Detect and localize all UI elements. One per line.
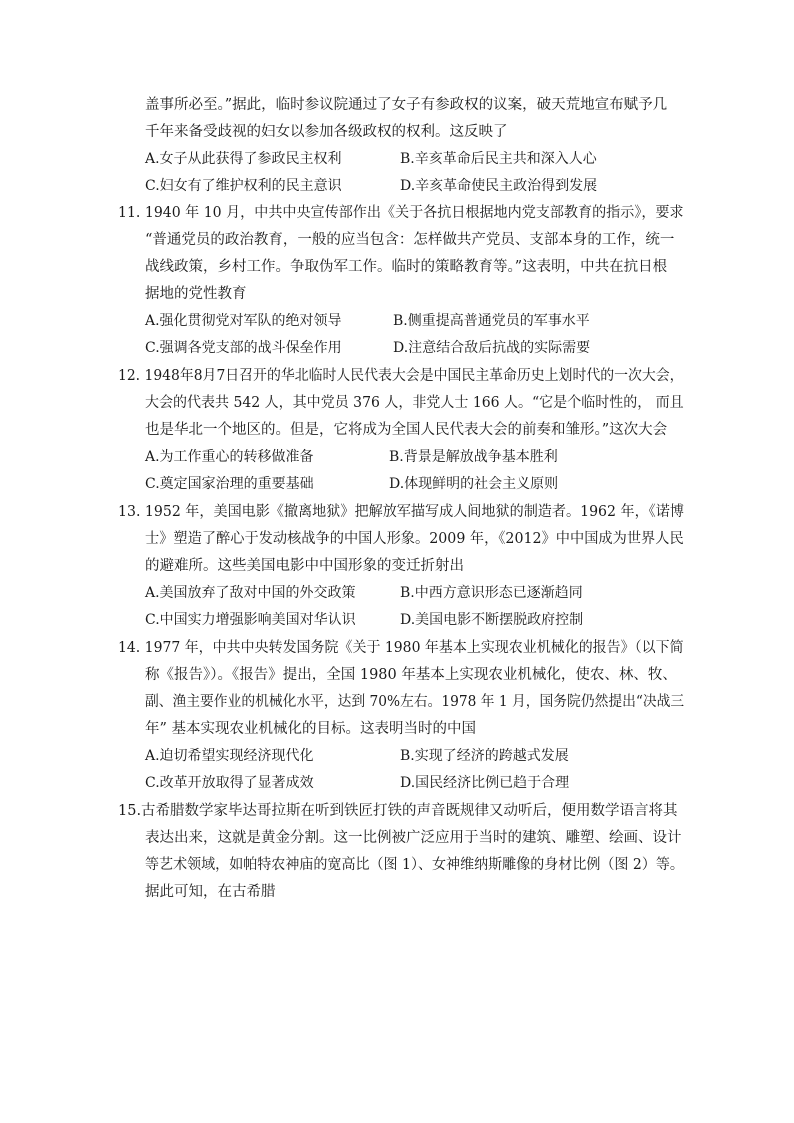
q12-option-b: B.背景是解放战争基本胜利 [389, 449, 558, 465]
q10-stem-line-1: 盖事所必至。”据此，临时参议院通过了女子有参政权的议案，破天荒地宣布赋予几 [145, 97, 668, 113]
q11-stem-line-1: 11. 1940 年 10 月，中共中央宣传部作出《关于各抗日根据地内党支部教育的指示》，要求 [118, 205, 684, 221]
q13-option-d: D.美国电影不断摆脱政府控制 [400, 612, 584, 628]
q11-option-a: A.强化贯彻党对军队的绝对领导 [145, 313, 342, 329]
q12-option-c: C.奠定国家治理的重要基础 [145, 476, 314, 492]
q10-stem-line-2: 千年来备受歧视的妇女以参加各级政权的权利。这反映了 [145, 124, 508, 140]
q11-stem-line-2: “普通党员的政治教育，一般的应当包含：怎样做共产党员、支部本身的工作，统一 [145, 232, 675, 248]
q11-option-c: C.强调各党支部的战斗保垒作用 [145, 340, 342, 356]
q11-option-b: B.侧重提高普通党员的军事水平 [393, 313, 590, 329]
q10-option-a: A.女子从此获得了参政民主权利 [145, 151, 342, 167]
q14-option-c: C.改革开放取得了显著成效 [145, 775, 314, 791]
q15-stem-line-3: 等艺术领域，如帕特农神庙的宽高比（图 1）、女神维纳斯雕像的身材比例（图 2）等。 [145, 857, 684, 873]
q10-option-c: C.妇女有了维护权利的民主意识 [145, 178, 342, 194]
q12-stem-line-1: 12. 1948年8月7日召开的华北临时人民代表大会是中国民主革命历史上划时代的一次大会， [118, 368, 684, 384]
q10-option-d: D.辛亥革命使民主政治得到发展 [400, 178, 598, 194]
q15-stem-line-2: 表达出来，这就是黄金分割。这一比例被广泛应用于当时的建筑、雕塑、绘画、设计 [145, 830, 682, 846]
q12-stem-line-2: 大会的代表共 542 人，其中党员 376 人，非党人士 166 人。“它是个临时性的， 而且 [145, 395, 684, 411]
q11-stem-line-3: 战线政策，乡村工作。争取伪军工作。临时的策略教育等。”这表明，中共在抗日根 [145, 259, 668, 275]
q13-stem-line-2: 士》塑造了醉心于发动核战争的中国人形象。2009 年，《2012》中中国成为世界人民 [145, 531, 684, 547]
q12-stem-line-3: 也是华北一个地区的。但是，它将成为全国人民代表大会的前奏和雏形。”这次大会 [145, 422, 668, 438]
q12-option-d: D.体现鲜明的社会主义原则 [389, 476, 559, 492]
q13-stem-line-1: 13. 1952 年，美国电影《撤离地狱》把解放军描写成人间地狱的制造者。1962 年，《诺博 [118, 504, 684, 520]
q14-option-d: D.国民经济比例已趋于合理 [400, 775, 570, 791]
q13-stem-line-3: 的避难所。这些美国电影中中国形象的变迁折射出 [145, 558, 464, 574]
q14-option-a: A.迫切希望实现经济现代化 [145, 748, 314, 764]
q11-stem-line-4: 据地的党性教育 [145, 286, 247, 302]
q13-option-a: A.美国放弃了敌对中国的外交政策 [145, 585, 356, 601]
q10-option-b: B.辛亥革命后民主共和深入人心 [400, 151, 597, 167]
q12-option-a: A.为工作重心的转移做准备 [145, 449, 314, 465]
q14-option-b: B.实现了经济的跨越式发展 [400, 748, 569, 764]
q14-stem-line-2: 称《报告》）。《报告》提出，全国 1980 年基本上实现农业机械化，使农、林、牧、 [145, 667, 677, 683]
q14-stem-line-4: 年” 基本实现农业机械化的目标。这表明当时的中国 [145, 721, 477, 737]
q14-stem-line-1: 14. 1977 年，中共中央转发国务院《关于 1980 年基本上实现农业机械化的报告》（以下简 [118, 640, 684, 656]
q14-stem-line-3: 副、渔主要作业的机械化水平，达到 70%左右。1978 年 1 月，国务院仍然提出“决战三 [145, 694, 685, 710]
q13-option-b: B.中西方意识形态已逐渐趋同 [400, 585, 583, 601]
q11-option-d: D.注意结合敌后抗战的实际需要 [393, 340, 591, 356]
q13-option-c: C.中国实力增强影响美国对华认识 [145, 612, 356, 628]
q15-stem-line-1: 15.古希腊数学家毕达哥拉斯在听到铁匠打铁的声音既规律又动听后，便用数学语言将其 [118, 803, 678, 819]
q15-stem-line-4: 据此可知，在古希腊 [145, 884, 276, 900]
